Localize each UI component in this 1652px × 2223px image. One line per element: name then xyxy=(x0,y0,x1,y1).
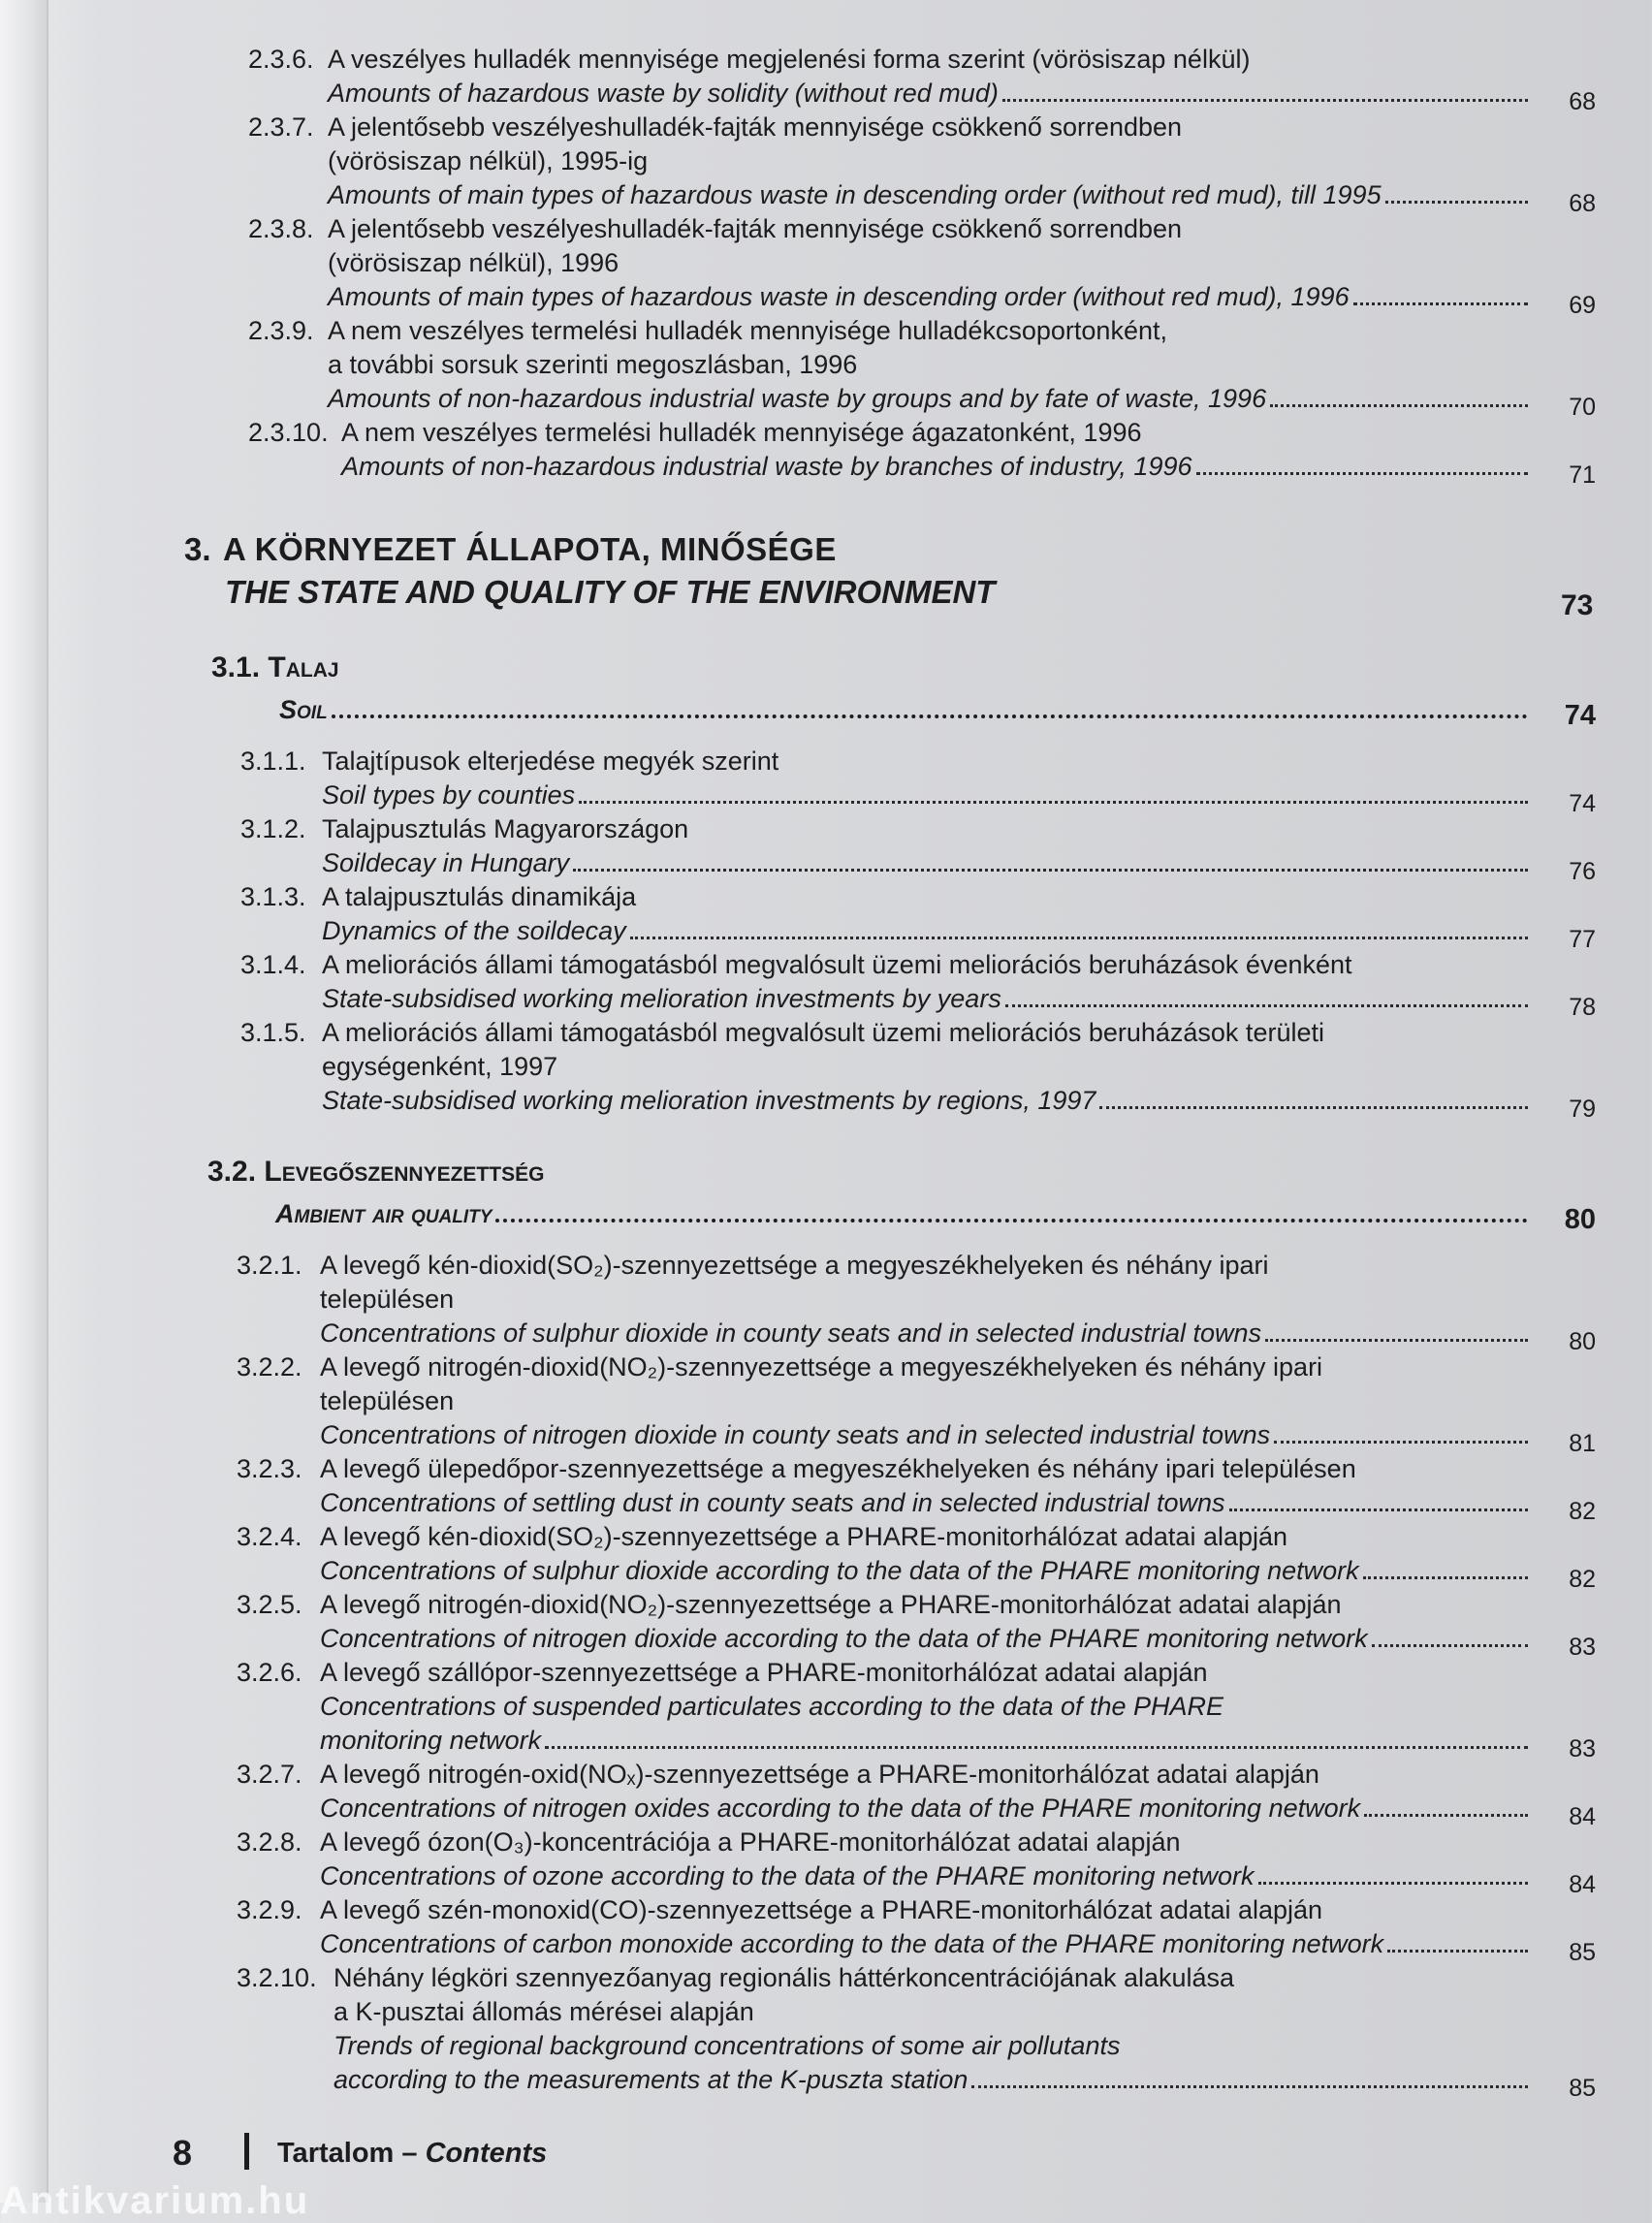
entry-title-en: Dynamics of the soildecay xyxy=(322,916,626,945)
entry-title-hu: A jelentősebb veszélyeshulladék-fajták mennyisége csökkenő sorrendben xyxy=(328,112,1183,142)
entry-title-en: Soildecay in Hungary xyxy=(322,848,570,877)
entry-title-hu: (vörösiszap nélkül), 1995-ig xyxy=(328,146,649,175)
leader-dots xyxy=(971,2085,1528,2088)
entry-number: 3.2.5. xyxy=(237,1590,302,1619)
section-soil-title-en: Soil xyxy=(279,695,328,724)
entry-title-hu: A levegő nitrogén-dioxid(NO₂)-szennyezettsége a PHARE-monitorhálózat adatai alapján xyxy=(320,1590,1342,1619)
entry-title-en: Amounts of hazardous waste by solidity (without red mud) xyxy=(328,79,999,108)
entry-title-en: State-subsidised working melioration investments by years xyxy=(322,984,1001,1013)
section-soil-title-hu: Talaj xyxy=(268,651,339,683)
section-air-leader xyxy=(275,1198,1596,1235)
leader-dots xyxy=(1099,1106,1528,1109)
entry-title-hu: Talajpusztulás Magyarországon xyxy=(322,814,689,843)
entry-title-en: according to the measurements at the K-puszta station xyxy=(334,2065,969,2094)
entry-title-hu: A levegő nitrogén-dioxid(NO₂)-szennyezettsége a megyeszékhelyeken és néhány ipari xyxy=(320,1352,1323,1381)
entry-number: 3.2.3. xyxy=(237,1454,302,1483)
entry-title-hu: A levegő szállópor-szennyezettsége a PHARE-monitorhálózat adatai alapján xyxy=(320,1658,1208,1687)
watermark: Antikvarium.hu xyxy=(0,2179,310,2222)
entry-title-hu: A levegő kén-dioxid(SO₂)-szennyezettsége a megyeszékhelyeken és néhány ipari xyxy=(320,1251,1269,1280)
entry-number: 3.2.7. xyxy=(237,1760,302,1789)
leader-dots xyxy=(1265,1339,1528,1342)
section-air-number: 3.2. xyxy=(207,1156,257,1188)
entry-title-en: Concentrations of nitrogen dioxide in county seats and in selected industrial towns xyxy=(320,1420,1271,1449)
entry-title-en: Concentrations of sulphur dioxide in county seats and in selected industrial towns xyxy=(320,1318,1262,1348)
leader-dots xyxy=(1387,1950,1528,1953)
entry-title-hu: A levegő kén-dioxid(SO₂)-szennyezettsége a PHARE-monitorhálózat adatai alapján xyxy=(320,1522,1288,1551)
entry-page: 78 xyxy=(1569,994,1596,1021)
entry-number: 3.1.4. xyxy=(240,950,306,979)
entry-title-hu: A levegő ülepedőpor-szennyezettsége a megyeszékhelyeken és néhány ipari településen xyxy=(320,1454,1356,1483)
entry-number: 3.2.2. xyxy=(237,1352,302,1381)
entry-page: 69 xyxy=(1569,292,1596,319)
leader-dots xyxy=(545,1746,1528,1749)
leader-dots xyxy=(1372,1644,1528,1647)
entry-title-hu: településen xyxy=(320,1285,455,1314)
entry-leader-line xyxy=(328,180,1596,217)
entry-number: 3.1.5. xyxy=(240,1018,306,1047)
entry-title-hu: a K-pusztai állomás mérései alapján xyxy=(334,1997,754,2026)
footer-title-hu: Tartalom xyxy=(277,2138,395,2169)
entry-title-hu: A meliorációs állami támogatásból megvalósult üzemi meliorációs beruházások évenként xyxy=(322,950,1352,979)
entry-number: 3.2.10. xyxy=(237,1963,317,1992)
entry-title-hu: A talajpusztulás dinamikája xyxy=(322,882,637,911)
entry-title-en: Trends of regional background concentrations of some air pollutants xyxy=(334,2031,1121,2060)
entry-title-hu: A nem veszélyes termelési hulladék mennyisége hulladékcsoportonként, xyxy=(328,316,1167,345)
entry-title-en: Concentrations of suspended particulates according to the data of the PHARE xyxy=(320,1692,1224,1721)
leader-dots xyxy=(1274,1441,1528,1444)
entry-title-en: State-subsidised working melioration investments by regions, 1997 xyxy=(322,1086,1096,1115)
leader-dots xyxy=(1385,201,1528,204)
leader-dots xyxy=(332,715,1528,718)
chapter-title-en: THE STATE AND QUALITY OF THE ENVIRONMENT xyxy=(225,574,996,610)
leader-dots xyxy=(495,1219,1528,1223)
entry-title-hu: A levegő nitrogén-oxid(NOₓ)-szennyezettsége a PHARE-monitorhálózat adatai alapján xyxy=(320,1760,1319,1789)
entry-leader-line xyxy=(320,1929,1596,1966)
entry-number: 2.3.7. xyxy=(248,112,314,142)
entry-title-en: Soil types by counties xyxy=(322,780,576,810)
entry-title-hu: A meliorációs állami támogatásból megvalósult üzemi meliorációs beruházások területi xyxy=(322,1018,1324,1047)
section-soil-page: 74 xyxy=(1564,700,1596,731)
leader-dots xyxy=(1258,1882,1528,1885)
entry-page: 71 xyxy=(1569,461,1596,489)
entry-page: 70 xyxy=(1569,394,1596,421)
entry-page: 82 xyxy=(1569,1498,1596,1525)
entry-title-hu: A veszélyes hulladék mennyisége megjelenési forma szerint (vörösiszap nélkül) xyxy=(328,45,1251,74)
leader-dots xyxy=(579,801,1528,804)
leader-dots xyxy=(1005,1004,1528,1007)
entry-page: 74 xyxy=(1569,790,1596,817)
entry-page: 68 xyxy=(1569,190,1596,217)
leader-dots xyxy=(573,869,1528,872)
entry-page: 81 xyxy=(1569,1430,1596,1457)
entry-leader-line xyxy=(320,1488,1596,1525)
entry-title-hu: településen xyxy=(320,1386,455,1415)
entry-leader-line xyxy=(328,282,1596,319)
entry-leader-line xyxy=(334,2065,1596,2102)
entry-leader-line xyxy=(328,384,1596,421)
entry-number: 3.2.8. xyxy=(237,1827,302,1857)
entry-page: 68 xyxy=(1569,88,1596,115)
entry-title-en: Amounts of main types of hazardous waste in descending order (without red mud), till 1995 xyxy=(328,180,1382,209)
entry-title-en: Concentrations of nitrogen dioxide according to the data of the PHARE monitoring network xyxy=(320,1624,1368,1653)
entry-page: 77 xyxy=(1569,926,1596,953)
entry-leader-line xyxy=(320,1420,1596,1457)
entry-number: 3.1.1. xyxy=(240,746,306,776)
entry-leader-line xyxy=(322,1086,1596,1123)
leader-dots xyxy=(1270,404,1528,407)
entry-title-en: Concentrations of carbon monoxide according to the data of the PHARE monitoring network xyxy=(320,1929,1384,1958)
entry-leader-line xyxy=(341,452,1596,489)
entry-title-hu: egységenként, 1997 xyxy=(322,1052,558,1081)
leader-dots xyxy=(1196,472,1529,475)
section-soil-leader xyxy=(279,694,1596,731)
entry-page: 84 xyxy=(1569,1871,1596,1898)
entry-page: 79 xyxy=(1569,1096,1596,1123)
leader-dots xyxy=(1353,302,1528,305)
footer-page-number: 8 xyxy=(173,2133,193,2173)
entry-leader-line xyxy=(320,1624,1596,1661)
chapter-title-hu: A KÖRNYEZET ÁLLAPOTA, MINŐSÉGE xyxy=(223,531,837,567)
entry-title-en: Amounts of main types of hazardous waste in descending order (without red mud), 1996 xyxy=(328,282,1350,311)
entry-leader-line xyxy=(322,780,1596,817)
footer-divider xyxy=(244,2133,249,2170)
entry-leader-line xyxy=(320,1556,1596,1593)
leader-dots xyxy=(630,937,1528,939)
entry-title-hu: (vörösiszap nélkül), 1996 xyxy=(328,248,620,277)
chapter-number: 3. xyxy=(184,531,211,567)
entry-number: 2.3.9. xyxy=(248,316,314,345)
entry-title-hu: A nem veszélyes termelési hulladék mennyisége ágazatonként, 1996 xyxy=(341,418,1142,447)
section-air-title-en: Ambient air quality xyxy=(275,1199,492,1228)
entry-title-hu: Talajtípusok elterjedése megyék szerint xyxy=(322,746,779,776)
entry-page: 84 xyxy=(1569,1803,1596,1830)
leader-dots xyxy=(1363,1576,1528,1579)
entry-title-en: Concentrations of settling dust in county seats and in selected industrial towns xyxy=(320,1488,1225,1517)
entry-leader-line xyxy=(320,1318,1596,1355)
entry-page: 85 xyxy=(1569,1939,1596,1966)
entry-leader-line xyxy=(322,916,1596,953)
entry-page: 76 xyxy=(1569,858,1596,885)
entry-title-hu: A jelentősebb veszélyeshulladék-fajták mennyisége csökkenő sorrendben xyxy=(328,214,1183,243)
entry-title-en: Concentrations of nitrogen oxides according to the data of the PHARE monitoring network xyxy=(320,1794,1361,1823)
leader-dots xyxy=(1364,1814,1528,1817)
footer-title xyxy=(277,2138,547,2170)
entry-title-en: Amounts of non-hazardous industrial waste by groups and by fate of waste, 1996 xyxy=(328,384,1267,413)
entry-title-en: monitoring network xyxy=(320,1726,542,1755)
entry-leader-line xyxy=(320,1726,1596,1763)
entry-number: 3.2.4. xyxy=(237,1522,302,1551)
leader-dots xyxy=(1002,99,1528,102)
entry-page: 83 xyxy=(1569,1735,1596,1763)
entry-number: 3.2.1. xyxy=(237,1251,302,1280)
leader-dots xyxy=(1229,1508,1528,1511)
entry-page: 82 xyxy=(1569,1566,1596,1593)
section-air-heading xyxy=(207,1156,544,1189)
section-soil-number: 3.1. xyxy=(211,651,261,683)
entry-title-en: Amounts of non-hazardous industrial waste by branches of industry, 1996 xyxy=(341,452,1192,481)
entry-title-en: Concentrations of sulphur dioxide according to the data of the PHARE monitoring network xyxy=(320,1556,1359,1585)
section-air-page: 80 xyxy=(1564,1204,1596,1235)
entry-number: 2.3.6. xyxy=(248,45,314,74)
entry-number: 3.2.9. xyxy=(237,1895,302,1924)
entry-number: 2.3.8. xyxy=(248,214,314,243)
entry-page: 80 xyxy=(1569,1328,1596,1355)
entry-leader-line xyxy=(320,1794,1596,1830)
entry-title-hu: a további sorsuk szerinti megoszlásban, 1996 xyxy=(328,350,858,379)
entry-page: 85 xyxy=(1569,2075,1596,2102)
entry-number: 3.2.6. xyxy=(237,1658,302,1687)
entry-title-en: Concentrations of ozone according to the data of the PHARE monitoring network xyxy=(320,1861,1255,1890)
entry-page: 83 xyxy=(1569,1634,1596,1661)
entry-leader-line xyxy=(322,984,1596,1021)
section-air-title-hu: Levegőszennyezettség xyxy=(264,1156,545,1188)
entry-leader-line xyxy=(322,848,1596,885)
entry-leader-line xyxy=(320,1861,1596,1898)
entry-number: 3.1.3. xyxy=(240,882,306,911)
entry-leader-line xyxy=(328,79,1596,115)
entry-title-hu: A levegő ózon(O₃)-koncentrációja a PHARE-monitorhálózat adatai alapján xyxy=(320,1827,1181,1857)
entry-title-hu: A levegő szén-monoxid(CO)-szennyezettsége a PHARE-monitorhálózat adatai alapján xyxy=(320,1895,1323,1924)
entry-number: 3.1.2. xyxy=(240,814,306,843)
footer-separator: – xyxy=(394,2138,426,2169)
section-soil-heading xyxy=(211,651,339,684)
entry-title-hu: Néhány légköri szennyezőanyag regionális háttérkoncentrációjának alakulása xyxy=(334,1963,1235,1992)
chapter-page: 73 xyxy=(1561,589,1594,621)
footer-title-en: Contents xyxy=(425,2138,548,2169)
entry-number: 2.3.10. xyxy=(248,418,329,447)
